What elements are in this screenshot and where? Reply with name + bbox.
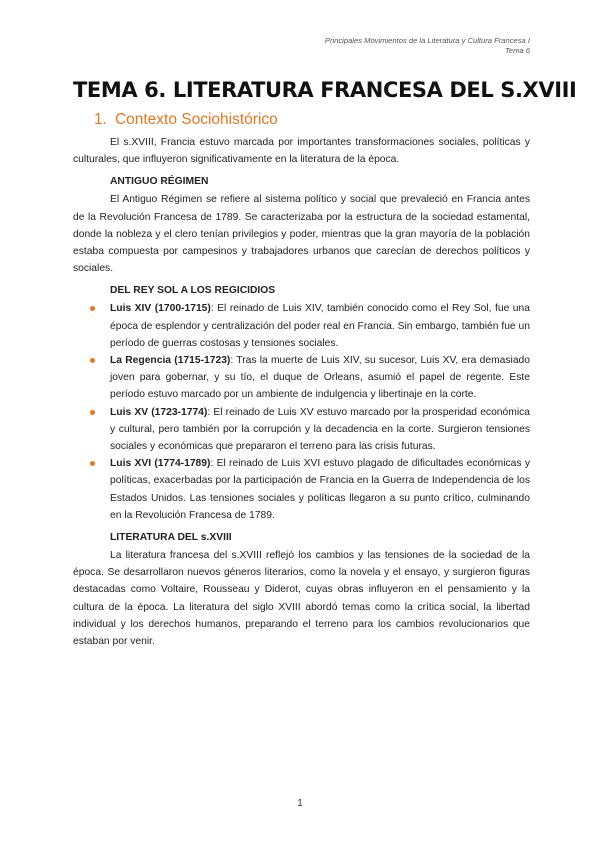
list-item <box>110 352 530 404</box>
list-item-text: : Tras la muerte de Luis XIV, su sucesor, Luis XV, era demasiado joven para gobernar, y su tío, el duque de Orleans, asumió el papel de regente. Este período estuvo marcado por un ambiente de indulgencia y libertinaje en la corte. <box>110 355 530 401</box>
subheading-literatura: LITERATURA DEL s.XVIII <box>110 532 232 544</box>
bullet-icon <box>90 306 95 311</box>
bullet-icon <box>90 410 95 415</box>
section-label: Contexto Sociohistórico <box>114 111 278 128</box>
subheading-antiguo-regimen: ANTIGUO RÉGIMEN <box>110 176 209 188</box>
section-number: 1. <box>94 111 107 128</box>
list-item <box>110 300 530 352</box>
bullet-icon <box>90 461 95 466</box>
running-header <box>325 36 530 56</box>
subheading-rey-sol: DEL REY SOL A LOS REGICIDIOS <box>110 285 276 297</box>
list-item-term: Luis XVI (1774-1789) <box>110 458 211 470</box>
list-item-term: Luis XIV (1700-1715) <box>110 303 211 315</box>
list-item-text: : El reinado de Luis XVI estuvo plagado de dificultades económicas y políticas, exacerbadas por la participación de Francia en la Guerra de Independencia de los Estados Unidos. Las tensiones sociales y políticas llegaron a su punto crítico, culminando en la Revolución Francesa de 1789. <box>110 458 530 521</box>
antiguo-regimen-paragraph: El Antiguo Régimen se refiere al sistema político y social que prevaleció en Francia antes de la Revolución Francesa de 1789. Se caracterizaba por la estructura de la sociedad estamental, donde la nobleza y el clero tenían privilegios y poder, mientras que la gran mayoría de la población estaba compuesta por campesinos y trabajadores urbanos que carecían de derechos políticos y sociales. <box>73 194 530 275</box>
bullet-icon <box>90 358 95 363</box>
literatura-paragraph: La literatura francesa del s.XVIII reflejó los cambios y las tensiones de la sociedad de la época. Se desarrollaron nuevos géneros literarios, como la novela y el ensayo, y surgieron figuras destacadas como Voltaire, Rousseau y Diderot, cuyas obras influyeron en el pensamiento y la cultura de la época. La literatura del siglo XVIII abordó temas como la crítica social, la libertad individual y los derechos humanos, preparando el terreno para los cambios revolucionarios que estaban por venir. <box>73 550 530 648</box>
header-course-title: Principales Movimientos de la Literatura y Cultura Francesa I <box>324 36 530 45</box>
document-body <box>73 134 530 650</box>
list-item <box>110 404 530 456</box>
section-heading <box>94 111 278 129</box>
list-item-text: : El reinado de Luis XV estuvo marcado por la prosperidad económica y cultural, pero también por la corrupción y la decadencia en la corte. Surgieron tensiones sociales y económicas que prepararon el terreno para las crisis futuras. <box>110 406 530 453</box>
page-number: 1 <box>297 798 303 809</box>
page-title: TEMA 6. LITERATURA FRANCESA DEL S.XVIII <box>73 78 577 102</box>
intro-paragraph: El s.XVIII, Francia estuvo marcada por importantes transformaciones sociales, políticas y culturales, que influyeron significativamente en la literatura de la época. <box>73 137 530 166</box>
list-item <box>110 455 530 524</box>
list-item-text: : El reinado de Luis XIV, también conocido como el Rey Sol, fue una época de esplendor y centralización del poder real en Francia. Sin embargo, también fue un período de guerras costosas y tensiones sociales. <box>110 303 530 349</box>
list-item-term: Luis XV (1723-1774) <box>110 406 208 418</box>
header-topic: Tema 6 <box>504 46 530 55</box>
reigns-list <box>73 300 530 524</box>
list-item-term: La Regencia (1715-1723) <box>110 355 231 367</box>
